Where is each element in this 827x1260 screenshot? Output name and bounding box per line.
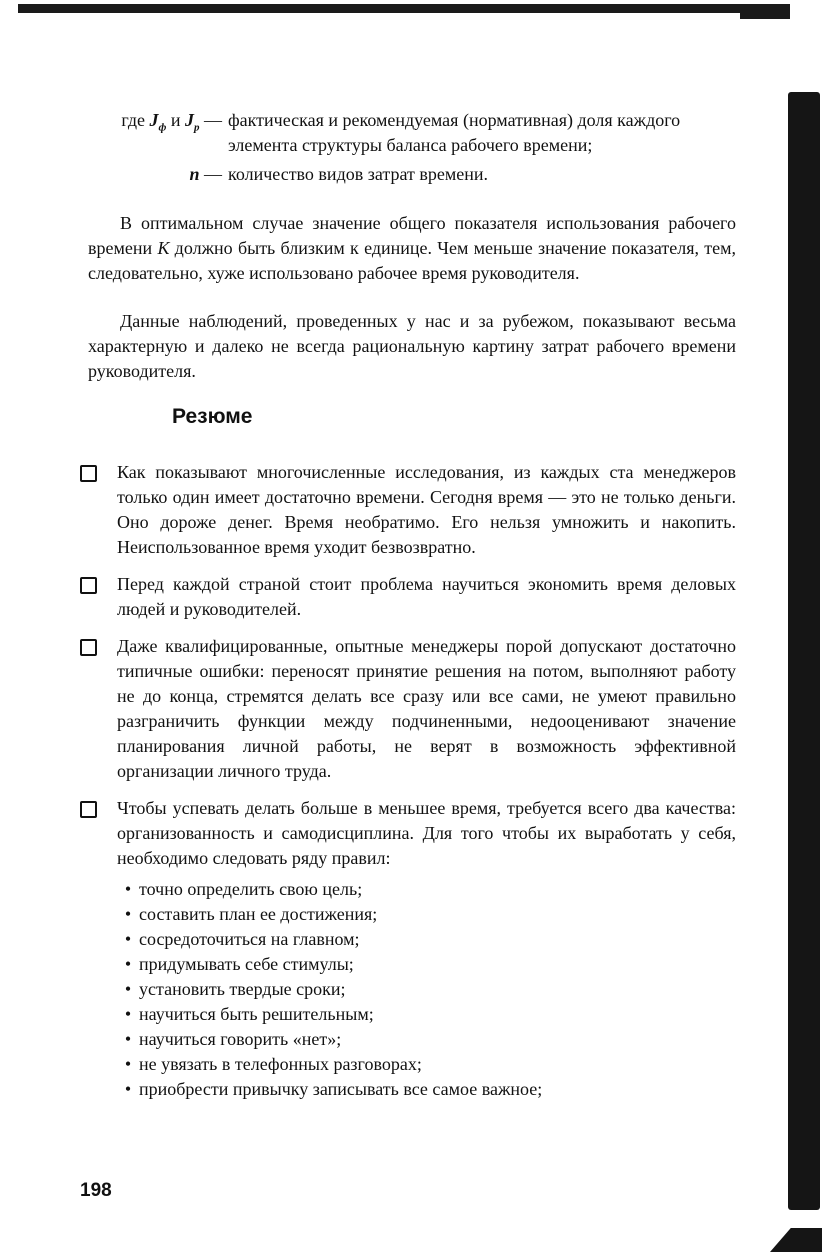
checkbox-icon bbox=[80, 801, 97, 818]
page-number: 198 bbox=[80, 1180, 112, 1201]
list-item: • сосредоточиться на главном; bbox=[117, 927, 736, 952]
scan-spine-edge bbox=[788, 92, 820, 1210]
definition-j bbox=[88, 108, 736, 158]
summary-item bbox=[80, 634, 736, 784]
list-item: • не увязать в телефонных разговорах; bbox=[117, 1052, 736, 1077]
checkbox-icon bbox=[80, 465, 97, 482]
symbol-j-f: $J_ф$ bbox=[149, 110, 167, 134]
rules-list bbox=[117, 877, 736, 1102]
list-item: • точно определить свою цель; bbox=[117, 877, 736, 902]
bullet-icon: • bbox=[124, 1054, 132, 1074]
checkbox-icon bbox=[80, 639, 97, 656]
summary-item-text: Чтобы успевать делать больше в меньшее время, требуется всего два качества: организованность и самодисциплина. Для того чтобы их выработать у себя, необходимо следовать ряду правил: bbox=[117, 798, 736, 868]
definition-n bbox=[88, 162, 736, 187]
bullet-icon: • bbox=[124, 929, 132, 949]
summary-item bbox=[80, 572, 736, 622]
bullet-icon: • bbox=[124, 954, 132, 974]
bullet-icon: • bbox=[124, 979, 132, 999]
summary-item bbox=[80, 796, 736, 1102]
summary-item-text: Перед каждой страной стоит проблема научиться экономить время деловых людей и руководителей. bbox=[117, 574, 736, 619]
summary-item bbox=[80, 460, 736, 560]
bullet-icon: • bbox=[124, 879, 132, 899]
summary-item-text: Даже квалифицированные, опытные менеджеры порой допускают достаточно типичные ошибки: переносят принятие решения на потом, выполняют работу не до конца, стремятся делать все сразу или все сами, не умеют правильно разграничить функции между подчиненными, недооценивают значение планирования личной работы, не верят в возможность эффективной организации личного труда. bbox=[117, 636, 736, 781]
paragraph-observations: Данные наблюдений, проведенных у нас и за рубежом, показывают весьма характерную и далеко не всегда рациональную картину затрат рабочего времени руководителя. bbox=[88, 311, 736, 381]
scan-top-edge bbox=[18, 4, 790, 13]
definition-text: фактическая и рекомендуемая (нормативная) доля каждого элемента структуры баланса рабочего времени; bbox=[228, 110, 681, 155]
definition-prefix: где bbox=[121, 110, 145, 130]
list-item: • составить план ее достижения; bbox=[117, 902, 736, 927]
scan-spine-corner bbox=[770, 1228, 822, 1252]
definition-dash: — bbox=[204, 164, 222, 184]
symbol-n: n bbox=[189, 164, 200, 184]
scan-top-edge-tail bbox=[740, 12, 790, 19]
definition-conjunction: и bbox=[170, 110, 181, 130]
definition-text: количество видов затрат времени. bbox=[228, 164, 488, 184]
list-item: • приобрести привычку записывать все самое важное; bbox=[117, 1077, 736, 1102]
paragraph-optimal-case: В оптимальном случае значение общего показателя использования рабочего времени К должно быть близким к единице. Чем меньше значение показателя, тем, следовательно, хуже использовано рабочее время руководителя. bbox=[88, 213, 737, 283]
list-item: • установить твердые сроки; bbox=[117, 977, 736, 1002]
definition-term bbox=[88, 162, 228, 187]
summary-item-text: Как показывают многочисленные исследования, из каждых ста менеджеров только один имеет достаточно времени. Сегодня время — это не только деньги. Оно дороже денег. Время необратимо. Его нельзя умножить и накопить. Неиспользованное время уходит безвозвратно. bbox=[117, 462, 736, 557]
formula-definitions bbox=[88, 108, 736, 187]
checkbox-icon bbox=[80, 577, 97, 594]
bullet-icon: • bbox=[124, 1079, 132, 1099]
list-item: • научиться быть решительным; bbox=[117, 1002, 736, 1027]
definition-dash: — bbox=[204, 110, 222, 130]
bullet-icon: • bbox=[124, 1029, 132, 1049]
list-item: • придумывать себе стимулы; bbox=[117, 952, 736, 977]
list-item: • научиться говорить «нет»; bbox=[117, 1027, 736, 1052]
summary-list bbox=[80, 460, 736, 1114]
definition-term bbox=[88, 108, 228, 158]
section-heading: Резюме bbox=[172, 405, 253, 428]
symbol-j-r: $J_р$ bbox=[185, 110, 200, 134]
bullet-icon: • bbox=[124, 1004, 132, 1024]
symbol-k: К bbox=[157, 238, 170, 258]
bullet-icon: • bbox=[124, 904, 132, 924]
